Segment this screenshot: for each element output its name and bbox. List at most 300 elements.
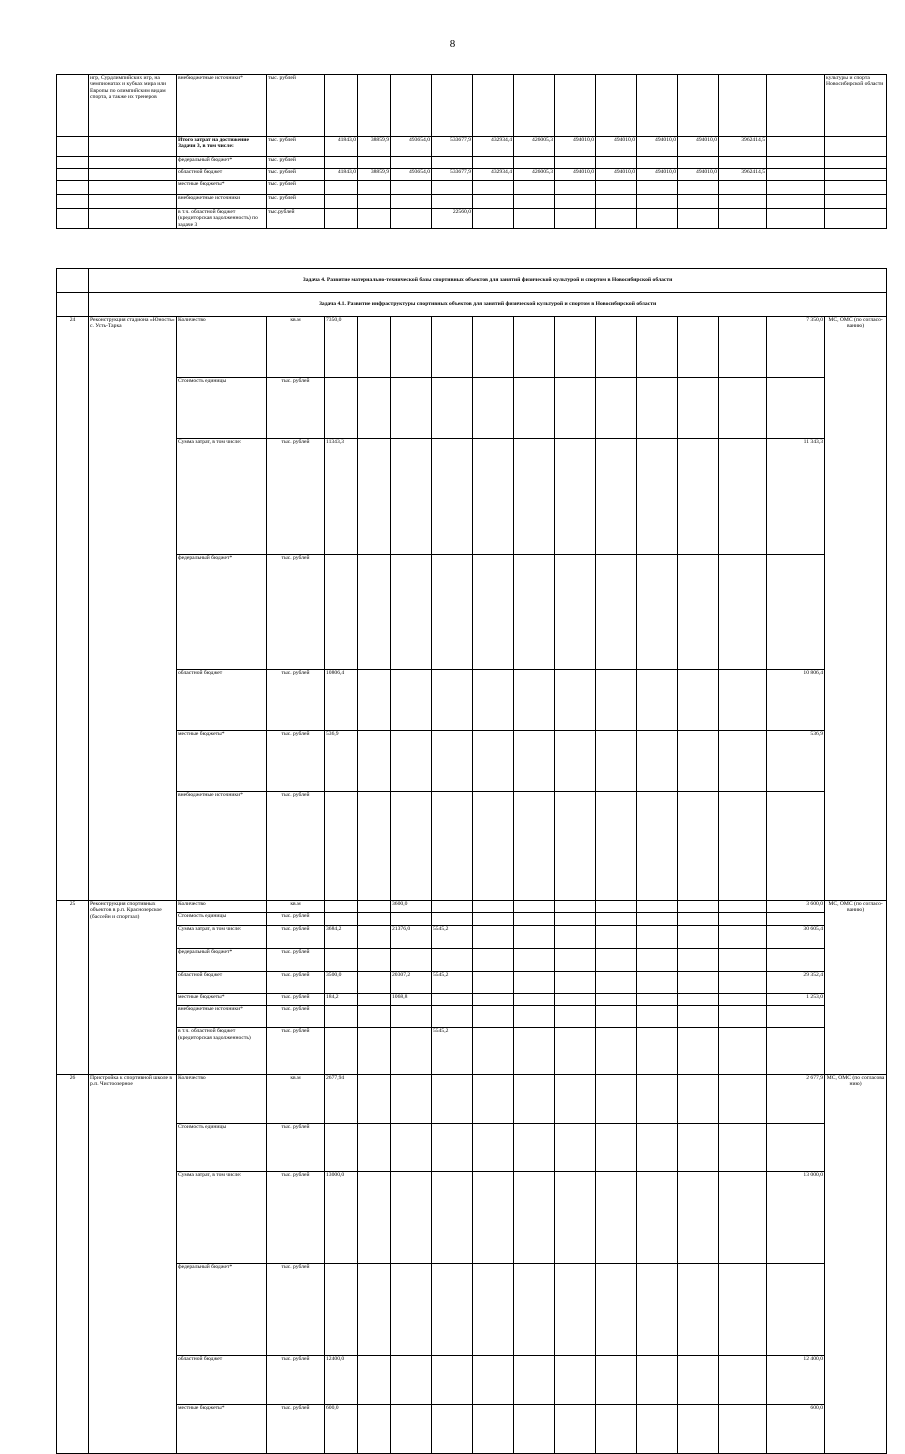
executor-cell <box>767 75 825 137</box>
value-cell <box>555 1405 596 1454</box>
value-cell <box>678 378 719 439</box>
item-name: Пристройка к спортивной школе в р.п. Чистоозерное <box>89 1074 177 1453</box>
task41-title: Задача 4.1. Развитие инфраструктуры спортивных объектов для занятий физической культурой и спортом в Новосибирской области <box>89 293 887 317</box>
value-cell <box>432 1264 473 1356</box>
value-cell <box>637 994 678 1006</box>
value-cell <box>555 195 596 209</box>
value-cell <box>678 670 719 731</box>
indicator-cell: областной бюджет <box>177 1356 267 1405</box>
total-cell: 29 352,4 <box>767 972 825 994</box>
value-cell <box>637 913 678 925</box>
value-cell <box>514 1356 555 1405</box>
value-cell <box>358 75 391 137</box>
indicator-cell: местные бюджеты* <box>177 994 267 1006</box>
value-cell <box>719 439 767 554</box>
indicator-cell: внебюджетные источники* <box>177 75 267 137</box>
value-cell <box>596 1405 637 1454</box>
value-cell <box>596 1356 637 1405</box>
value-cell: 10806,4 <box>325 670 358 731</box>
indicator-cell: Сумма затрат, в том числе: <box>177 439 267 554</box>
value-cell <box>325 75 358 137</box>
number-cell <box>57 181 89 195</box>
value-cell <box>514 1006 555 1028</box>
value-cell <box>596 209 637 229</box>
value-cell <box>473 439 514 554</box>
table-row <box>57 378 887 439</box>
value-cell <box>514 195 555 209</box>
value-cell <box>358 731 391 792</box>
result-cell <box>825 209 887 229</box>
indicator-cell: внебюджетные источники <box>177 195 267 209</box>
value-cell <box>596 913 637 925</box>
value-cell <box>325 1123 358 1172</box>
table-row <box>57 1028 887 1075</box>
table-row <box>57 900 887 912</box>
table-row <box>57 948 887 971</box>
value-cell <box>391 913 432 925</box>
value-cell <box>432 900 473 912</box>
event-name-cell <box>89 137 177 157</box>
value-cell <box>555 439 596 554</box>
value-cell <box>514 792 555 901</box>
item-number: 26 <box>57 1074 89 1453</box>
total-cell: 30 605,4 <box>767 925 825 948</box>
value-cell <box>596 181 637 195</box>
unit-cell: тыс. рублей <box>267 157 325 169</box>
value-cell <box>358 209 391 229</box>
unit-cell: тыс. рублей <box>267 670 325 731</box>
event-name-cell <box>89 169 177 181</box>
indicator-cell: Стоимость единицы <box>177 1123 267 1172</box>
value-cell <box>678 554 719 669</box>
value-cell <box>678 731 719 792</box>
indicator-cell: Количество <box>177 1074 267 1123</box>
value-cell <box>637 1028 678 1075</box>
value-cell <box>555 1006 596 1028</box>
value-cell <box>432 1356 473 1405</box>
value-cell <box>678 925 719 948</box>
value-cell <box>325 1006 358 1028</box>
value-cell <box>358 948 391 971</box>
value-cell <box>358 900 391 912</box>
table-row <box>57 1006 887 1028</box>
value-cell <box>596 439 637 554</box>
value-cell <box>432 792 473 901</box>
value-cell <box>391 1006 432 1028</box>
unit-cell: тыс.рублей <box>267 209 325 229</box>
value-cell <box>555 994 596 1006</box>
indicator-cell: Итого затрат на достижение Задачи 3, в том числе: <box>177 137 267 157</box>
event-name-cell <box>89 209 177 229</box>
value-cell <box>637 1006 678 1028</box>
value-cell <box>555 317 596 378</box>
value-cell <box>325 195 358 209</box>
number-cell <box>57 169 89 181</box>
value-cell <box>432 554 473 669</box>
value-cell <box>514 157 555 169</box>
value-cell <box>514 913 555 925</box>
result-cell <box>825 181 887 195</box>
unit-cell: тыс. рублей <box>267 181 325 195</box>
table-row <box>57 1356 887 1405</box>
value-cell <box>514 900 555 912</box>
value-cell <box>637 439 678 554</box>
value-cell <box>432 670 473 731</box>
total-cell <box>767 1028 825 1075</box>
value-cell <box>325 948 358 971</box>
value-cell <box>678 1074 719 1123</box>
table-row <box>57 994 887 1006</box>
value-cell <box>473 554 514 669</box>
unit-cell: тыс. рублей <box>267 913 325 925</box>
unit-cell: кв.м <box>267 900 325 912</box>
value-cell <box>432 181 473 195</box>
executor-cell <box>767 157 825 169</box>
value-cell <box>678 75 719 137</box>
indicator-cell: Количество <box>177 317 267 378</box>
value-cell <box>325 900 358 912</box>
empty-cell <box>57 293 89 317</box>
table-row <box>57 439 887 554</box>
value-cell <box>637 317 678 378</box>
value-cell <box>678 209 719 229</box>
value-cell <box>473 317 514 378</box>
table-row <box>57 317 887 378</box>
value-cell <box>555 75 596 137</box>
value-cell <box>555 181 596 195</box>
value-cell <box>325 157 358 169</box>
value-cell <box>473 948 514 971</box>
value-cell: 5545,2 <box>432 972 473 994</box>
value-cell <box>596 378 637 439</box>
result-cell <box>825 195 887 209</box>
value-cell <box>596 554 637 669</box>
value-cell: 41843,0 <box>325 169 358 181</box>
number-cell <box>57 157 89 169</box>
value-cell <box>432 1405 473 1454</box>
value-cell <box>678 972 719 994</box>
value-cell <box>514 1172 555 1264</box>
value-cell <box>391 670 432 731</box>
value-cell <box>473 1074 514 1123</box>
value-cell: 3684,2 <box>325 925 358 948</box>
executor-cell: МС, ОМС (по согласова нию) <box>825 1074 887 1453</box>
value-cell <box>719 731 767 792</box>
value-cell <box>473 972 514 994</box>
unit-cell: тыс. рублей <box>267 1356 325 1405</box>
value-cell <box>473 994 514 1006</box>
value-cell <box>596 948 637 971</box>
value-cell <box>473 1405 514 1454</box>
indicator-cell: местные бюджеты* <box>177 731 267 792</box>
value-cell: 494010,0 <box>555 137 596 157</box>
executor-cell: МС, ОМС (по согласо-ванию) <box>825 900 887 1074</box>
value-cell <box>473 195 514 209</box>
value-cell <box>391 209 432 229</box>
value-cell <box>358 317 391 378</box>
number-cell <box>57 137 89 157</box>
value-cell <box>473 925 514 948</box>
value-cell <box>391 1028 432 1075</box>
value-cell <box>596 1172 637 1264</box>
value-cell <box>473 1356 514 1405</box>
value-cell <box>391 1264 432 1356</box>
value-cell <box>555 913 596 925</box>
table-row <box>57 1074 887 1123</box>
value-cell <box>432 157 473 169</box>
table-row <box>57 1123 887 1172</box>
table-row <box>57 1172 887 1264</box>
value-cell <box>719 994 767 1006</box>
result-cell: культуры и спорта Новосибирской области <box>825 75 887 137</box>
event-name-cell <box>89 181 177 195</box>
indicator-cell: федеральный бюджет* <box>177 157 267 169</box>
value-cell <box>514 925 555 948</box>
value-cell <box>719 1356 767 1405</box>
result-cell <box>825 157 887 169</box>
value-cell <box>514 75 555 137</box>
event-name-cell <box>89 195 177 209</box>
value-cell <box>358 554 391 669</box>
total-cell: 3 600,0 <box>767 900 825 912</box>
table-task4 <box>56 268 887 1454</box>
table-row <box>57 731 887 792</box>
value-cell <box>325 1028 358 1075</box>
value-cell <box>678 1006 719 1028</box>
value-cell <box>391 948 432 971</box>
value-cell <box>473 209 514 229</box>
total-cell <box>767 1264 825 1356</box>
value-cell <box>358 157 391 169</box>
value-cell: 3600,0 <box>391 900 432 912</box>
table-row <box>57 670 887 731</box>
unit-cell: тыс. рублей <box>267 554 325 669</box>
value-cell <box>596 792 637 901</box>
value-cell <box>596 1123 637 1172</box>
item-name: Реконструкция стадиона «Юность» с. Усть-Тарка <box>89 317 177 901</box>
total-cell <box>767 378 825 439</box>
value-cell <box>514 948 555 971</box>
value-cell: 2677,94 <box>325 1074 358 1123</box>
value-cell <box>555 209 596 229</box>
executor-cell: МС, ОМС (по согласо-ванию) <box>825 317 887 901</box>
value-cell <box>514 994 555 1006</box>
value-cell <box>637 1264 678 1356</box>
value-cell <box>432 731 473 792</box>
value-cell <box>596 1264 637 1356</box>
value-cell <box>358 1028 391 1075</box>
value-cell: 426005,3 <box>514 137 555 157</box>
value-cell <box>473 1264 514 1356</box>
value-cell: 432934,4 <box>473 169 514 181</box>
value-cell <box>719 1074 767 1123</box>
indicator-cell: Количество <box>177 900 267 912</box>
value-cell <box>473 792 514 901</box>
value-cell: 184,2 <box>325 994 358 1006</box>
value-cell <box>719 948 767 971</box>
table-row <box>57 209 887 229</box>
value-cell <box>637 554 678 669</box>
value-cell <box>391 378 432 439</box>
unit-cell: тыс. рублей <box>267 1123 325 1172</box>
value-cell <box>358 181 391 195</box>
value-cell <box>391 75 432 137</box>
value-cell <box>358 1356 391 1405</box>
value-cell <box>358 1123 391 1172</box>
value-cell <box>596 75 637 137</box>
value-cell <box>514 1028 555 1075</box>
value-cell: 38859,9 <box>358 137 391 157</box>
value-cell <box>678 1172 719 1264</box>
value-cell <box>358 913 391 925</box>
value-cell: 21376,0 <box>391 925 432 948</box>
unit-cell: тыс. рублей <box>267 439 325 554</box>
table-row <box>57 195 887 209</box>
unit-cell: тыс. рублей <box>267 731 325 792</box>
value-cell: 12400,0 <box>325 1356 358 1405</box>
unit-cell: тыс. рублей <box>267 169 325 181</box>
value-cell: 5545,2 <box>432 1028 473 1075</box>
indicator-cell: федеральный бюджет* <box>177 948 267 971</box>
value-cell <box>325 181 358 195</box>
indicator-cell: Сумма затрат, в том числе: <box>177 925 267 948</box>
value-cell <box>555 1264 596 1356</box>
value-cell <box>358 972 391 994</box>
value-cell <box>637 157 678 169</box>
value-cell: 494010,0 <box>596 137 637 157</box>
table-row <box>57 554 887 669</box>
value-cell: 3500,0 <box>325 972 358 994</box>
value-cell <box>596 994 637 1006</box>
item-name: Реконструкция спортивных объектов в р.п. Краснозерское (бассейн и спортзал) <box>89 900 177 1074</box>
value-cell <box>678 1356 719 1405</box>
value-cell <box>719 1405 767 1454</box>
value-cell <box>391 1405 432 1454</box>
value-cell <box>358 195 391 209</box>
value-cell <box>325 913 358 925</box>
value-cell <box>637 181 678 195</box>
value-cell <box>719 925 767 948</box>
value-cell <box>514 317 555 378</box>
value-cell: 494010,0 <box>555 169 596 181</box>
total-cell: 1 253,0 <box>767 994 825 1006</box>
value-cell <box>555 948 596 971</box>
value-cell <box>719 1006 767 1028</box>
value-cell <box>555 554 596 669</box>
value-cell <box>637 972 678 994</box>
value-cell <box>719 75 767 137</box>
value-cell <box>637 948 678 971</box>
value-cell <box>555 972 596 994</box>
indicator-cell: областной бюджет <box>177 670 267 731</box>
value-cell <box>358 925 391 948</box>
unit-cell: тыс. рублей <box>267 994 325 1006</box>
table-row <box>57 913 887 925</box>
value-cell: 1068,8 <box>391 994 432 1006</box>
value-cell: 494010,0 <box>637 169 678 181</box>
value-cell <box>719 972 767 994</box>
value-cell <box>596 1074 637 1123</box>
value-cell: 533677,9 <box>432 137 473 157</box>
page-number: 8 <box>449 38 456 50</box>
value-cell <box>432 317 473 378</box>
value-cell <box>432 195 473 209</box>
table-row <box>57 972 887 994</box>
value-cell: 20307,2 <box>391 972 432 994</box>
value-cell: 3962414,5 <box>719 169 767 181</box>
total-cell: 12 400,0 <box>767 1356 825 1405</box>
value-cell <box>432 948 473 971</box>
unit-cell: тыс. рублей <box>267 1006 325 1028</box>
value-cell: 600,0 <box>325 1405 358 1454</box>
value-cell <box>473 1006 514 1028</box>
item-number: 24 <box>57 317 89 901</box>
value-cell <box>555 1028 596 1075</box>
value-cell: 22560,0 <box>432 209 473 229</box>
value-cell <box>473 670 514 731</box>
unit-cell: тыс. рублей <box>267 378 325 439</box>
number-cell <box>57 195 89 209</box>
value-cell <box>678 1405 719 1454</box>
value-cell <box>555 157 596 169</box>
value-cell <box>678 317 719 378</box>
value-cell <box>637 925 678 948</box>
unit-cell: тыс. рублей <box>267 1028 325 1075</box>
value-cell <box>473 1123 514 1172</box>
table-row <box>57 1264 887 1356</box>
value-cell <box>514 972 555 994</box>
value-cell <box>678 1028 719 1075</box>
value-cell <box>514 731 555 792</box>
value-cell <box>325 792 358 901</box>
value-cell <box>637 670 678 731</box>
value-cell <box>637 731 678 792</box>
value-cell <box>391 554 432 669</box>
executor-cell <box>767 209 825 229</box>
indicator-cell: местные бюджеты* <box>177 1405 267 1454</box>
value-cell <box>358 792 391 901</box>
value-cell <box>391 731 432 792</box>
value-cell <box>391 439 432 554</box>
value-cell <box>473 378 514 439</box>
value-cell <box>358 994 391 1006</box>
value-cell <box>637 1356 678 1405</box>
value-cell <box>555 378 596 439</box>
total-cell: 536,9 <box>767 731 825 792</box>
value-cell <box>637 1074 678 1123</box>
total-cell: 13 000,0 <box>767 1172 825 1264</box>
value-cell <box>555 1356 596 1405</box>
value-cell: 494010,0 <box>678 169 719 181</box>
value-cell <box>637 378 678 439</box>
value-cell <box>637 195 678 209</box>
value-cell <box>391 317 432 378</box>
value-cell <box>678 1264 719 1356</box>
value-cell: 494010,0 <box>678 137 719 157</box>
value-cell <box>719 913 767 925</box>
value-cell <box>358 1074 391 1123</box>
value-cell <box>678 913 719 925</box>
value-cell: 11343,3 <box>325 439 358 554</box>
value-cell <box>555 1172 596 1264</box>
value-cell <box>325 1264 358 1356</box>
value-cell: 494010,0 <box>596 169 637 181</box>
indicator-cell: Стоимость единицы <box>177 378 267 439</box>
value-cell <box>719 1028 767 1075</box>
value-cell <box>391 1172 432 1264</box>
value-cell: 7350,0 <box>325 317 358 378</box>
value-cell <box>555 670 596 731</box>
